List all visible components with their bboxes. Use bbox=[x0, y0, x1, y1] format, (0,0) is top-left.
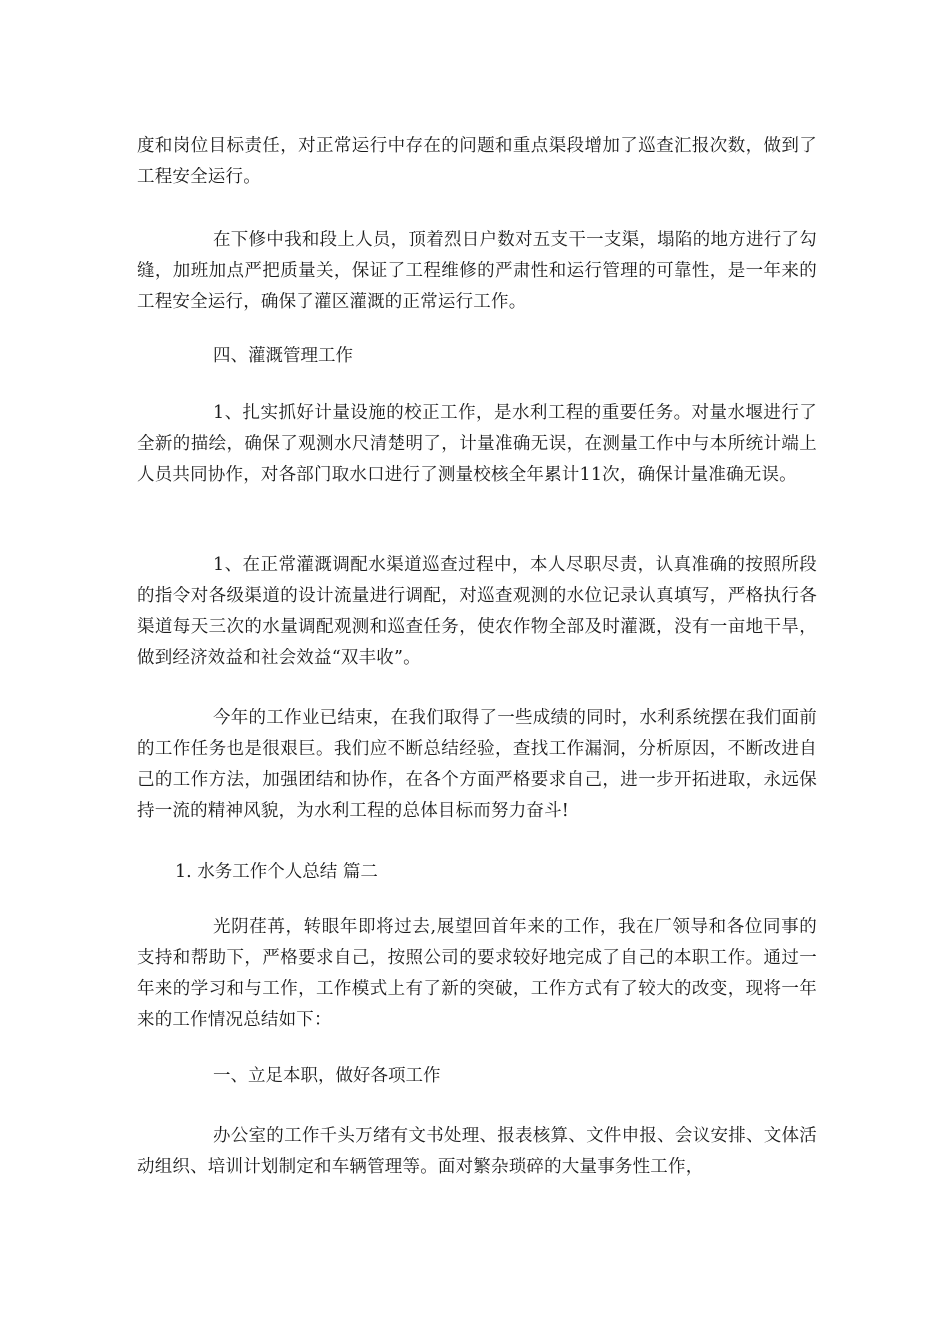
section-heading-irrigation: 四、灌溉管理工作 bbox=[213, 346, 353, 366]
paragraph-office-work: 办公室的工作千头万绪有文书处理、报表核算、文件申报、会议安排、文体活动组织、培训计划制定和车辆管理等。面对繁杂琐碎的大量事务性工作， bbox=[137, 1126, 817, 1177]
paragraph-patrol: 1、在正常灌溉调配水渠道巡查过程中，本人尽职尽责，认真准确的按照所段的指令对各级渠道的设计流量进行调配，对巡查观测的水位记录认真填写，严格执行各渠道每天三次的水量调配观测和巡查任务，使农作物全部及时灌溉，没有一亩地干旱，做到经济效益和社会效益“双丰收”。 bbox=[137, 555, 817, 668]
paragraph-safety-continuation: 度和岗位目标责任，对正常运行中存在的问题和重点渠段增加了巡查汇报次数，做到了工程安全运行。 bbox=[137, 136, 817, 187]
paragraph-maintenance: 在下修中我和段上人员，顶着烈日户数对五支干一支渠，塌陷的地方进行了勾缝，加班加点严把质量关，保证了工程维修的严肃性和运行管理的可靠性，是一年来的工程安全运行，确保了灌区灌溉的正常运行工作。 bbox=[137, 230, 817, 312]
section-heading-duties: 一、立足本职，做好各项工作 bbox=[213, 1066, 441, 1086]
article-heading: 1. 水务工作个人总结 篇二 bbox=[175, 862, 378, 882]
paragraph-intro: 光阴荏苒，转眼年即将过去,展望回首年来的工作，我在厂领导和各位同事的支持和帮助下，严格要求自己，按照公司的要求较好地完成了自己的本职工作。通过一年来的学习和与工作，工作模式上有了新的突破，工作方式有了较大的改变，现将一年来的工作情况总结如下： bbox=[137, 917, 817, 1030]
paragraph-conclusion: 今年的工作业已结束，在我们取得了一些成绩的同时，水利系统摆在我们面前的工作任务也是很艰巨。我们应不断总结经验，查找工作漏洞，分析原因，不断改进自己的工作方法，加强团结和协作，在各个方面严格要求自己，进一步开拓进取，永远保持一流的精神风貌，为水利工程的总体目标而努力奋斗! bbox=[137, 708, 817, 821]
paragraph-metering: 1、扎实抓好计量设施的校正工作，是水利工程的重要任务。对量水堰进行了全新的描绘，确保了观测水尺清楚明了，计量准确无误，在测量工作中与本所统计端上人员共同协作，对各部门取水口进行了测量校核全年累计11次，确保计量准确无误。 bbox=[137, 403, 817, 485]
